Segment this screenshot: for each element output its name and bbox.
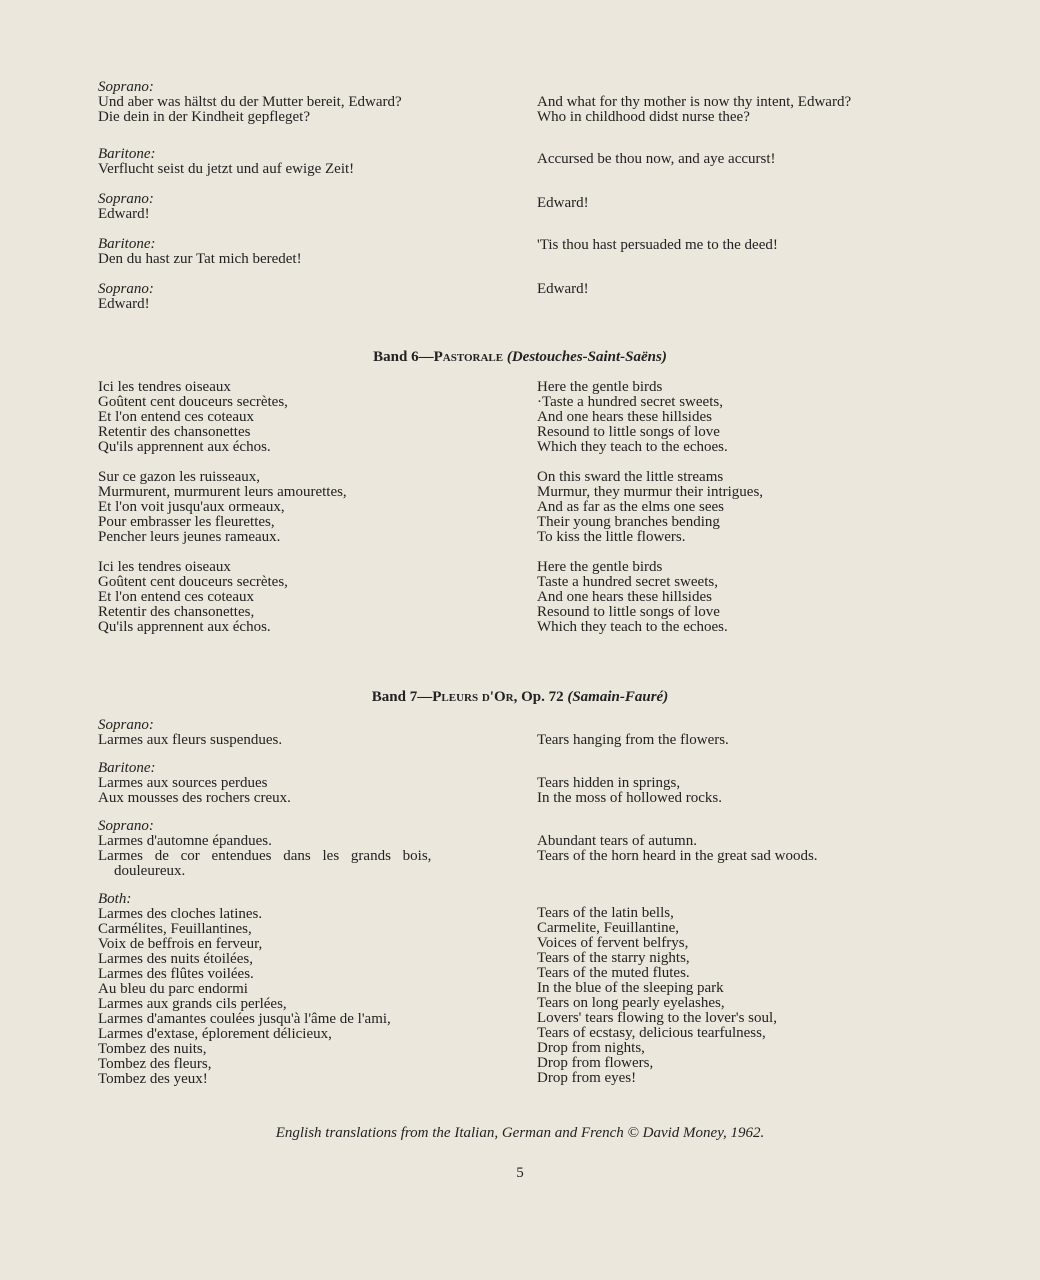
english-line: Who in childhood didst nurse thee? [537,109,750,125]
english-line: Tears hidden in springs, [537,775,681,791]
edward-english-column [537,95,937,125]
english-line: ·Taste a hundred secret sweets, [537,394,723,410]
english-line: Here the gentle birds [537,379,663,395]
english-line: Tears hanging from the flowers. [537,732,729,748]
role-soprano: Soprano: [98,79,154,95]
french-line: Larmes de cor entendues dans les grands bois, [98,848,432,864]
page-number: 5 [516,1165,524,1181]
band-6-heading [0,350,1040,365]
english-line: Here the gentle birds [537,559,663,575]
role-baritone: Baritone: [98,236,156,252]
french-line: Larmes d'extase, éplorement délicieux, [98,1026,332,1042]
french-line: Retentir des chansonettes, [98,604,255,620]
french-line: Et l'on voit jusqu'aux ormeaux, [98,499,285,515]
english-line: Tears of the muted flutes. [537,965,690,981]
band-7-english-column-a [537,733,937,748]
german-line: Edward! [98,206,150,222]
role-baritone: Baritone: [98,146,156,162]
french-line: Larmes aux sources perdues [98,775,268,791]
french-line: Larmes aux fleurs suspendues. [98,732,283,748]
french-line: Pour embrasser les fleurettes, [98,514,275,530]
english-line: Tears of the latin bells, [537,905,674,921]
edward-english-line-block [537,152,937,167]
french-line: Voix de beffrois en ferveur, [98,936,263,952]
english-line: To kiss the little flowers. [537,529,686,545]
band-6-english-column [537,380,937,635]
english-line: Tears of the horn heard in the great sad woods. [537,848,818,864]
english-line: Edward! [537,281,589,297]
french-line: Sur ce gazon les ruisseaux, [98,469,261,485]
french-line: Goûtent cent douceurs secrètes, [98,394,288,410]
french-line: Ici les tendres oiseaux [98,379,231,395]
english-line: In the moss of hollowed rocks. [537,790,722,806]
band-7-english-column-both [537,906,937,1086]
english-line: Tears of the starry nights, [537,950,690,966]
english-line: Which they teach to the echoes. [537,619,728,635]
french-line: Aux mousses des rochers creux. [98,790,291,806]
english-line: Drop from eyes! [537,1070,637,1086]
english-line: Taste a hundred secret sweets, [537,574,718,590]
edward-german-column [98,80,498,312]
band-composer: (Destouches-Saint-Saëns) [506,349,667,365]
english-line: Which they teach to the echoes. [537,439,728,455]
french-line: Larmes d'amantes coulées jusqu'à l'âme de l'ami, [98,1011,391,1027]
band-label: Band 6— [373,349,434,365]
role-both: Both: [98,891,132,907]
english-line: Drop from nights, [537,1040,645,1056]
edward-english-line-block [537,282,937,297]
french-line: Larmes aux grands cils perlées, [98,996,287,1012]
german-line: Und aber was hältst du der Mutter bereit, Edward? [98,94,402,110]
english-line: Drop from flowers, [537,1055,654,1071]
french-line: Pencher leurs jeunes rameaux. [98,529,281,545]
english-line: Voices of fervent belfrys, [537,935,689,951]
french-line: Larmes des cloches latines. [98,906,263,922]
french-line: Tombez des nuits, [98,1041,207,1057]
french-line: douleureux. [114,863,186,879]
band-opus: , Op. 72 [513,689,564,705]
french-line: Au bleu du parc endormi [98,981,248,997]
band-6-french-column [98,380,498,635]
band-7-french-column [98,718,498,1087]
english-line: And what for thy mother is now thy intent, Edward? [537,94,852,110]
role-baritone: Baritone: [98,760,156,776]
french-line: Larmes des flûtes voilées. [98,966,254,982]
french-line: Retentir des chansonettes [98,424,251,440]
german-line: Verflucht seist du jetzt und auf ewige Zeit! [98,161,355,177]
french-line: Larmes des nuits étoilées, [98,951,253,967]
band-7-heading [0,690,1040,705]
english-line: And as far as the elms one sees [537,499,725,515]
french-line: Murmurent, murmurent leurs amourettes, [98,484,347,500]
english-line: Resound to little songs of love [537,424,720,440]
german-line: Die dein in der Kindheit gepfleget? [98,109,311,125]
role-soprano: Soprano: [98,717,154,733]
band-title: Pastorale [433,349,504,365]
english-line: Resound to little songs of love [537,604,720,620]
english-line: Tears of ecstasy, delicious tearfulness, [537,1025,766,1041]
french-line: Goûtent cent douceurs secrètes, [98,574,288,590]
german-line: Den du hast zur Tat mich beredet! [98,251,302,267]
french-line: Carmélites, Feuillantines, [98,921,252,937]
band-composer: (Samain-Fauré) [567,689,669,705]
translation-credit: English translations from the Italian, German and French © David Money, 1962. [275,1125,765,1141]
band-label: Band 7— [371,689,433,705]
band-7-english-column-c [537,834,937,864]
english-line: Their young branches bending [537,514,720,530]
german-line: Edward! [98,296,150,312]
french-line: Tombez des yeux! [98,1071,208,1087]
role-soprano: Soprano: [98,191,154,207]
edward-english-line-block [537,238,937,253]
english-line: Tears on long pearly eyelashes, [537,995,725,1011]
english-line: Carmelite, Feuillantine, [537,920,680,936]
french-line: Et l'on entend ces coteaux [98,589,254,605]
french-line: Qu'ils apprennent aux échos. [98,439,271,455]
english-line: On this sward the little streams [537,469,724,485]
band-7-english-column-b [537,776,937,806]
french-line: Tombez des fleurs, [98,1056,212,1072]
band-title: Pleurs d'Or [432,689,514,705]
role-soprano: Soprano: [98,818,154,834]
english-line: Accursed be thou now, and aye accurst! [537,151,776,167]
english-line: In the blue of the sleeping park [537,980,724,996]
english-line: Murmur, they murmur their intrigues, [537,484,764,500]
both-french-lines [98,907,498,1087]
role-soprano: Soprano: [98,281,154,297]
english-line: And one hears these hillsides [537,589,712,605]
english-line: And one hears these hillsides [537,409,712,425]
english-line: 'Tis thou hast persuaded me to the deed! [537,237,778,253]
french-line: Qu'ils apprennent aux échos. [98,619,271,635]
french-line: Ici les tendres oiseaux [98,559,231,575]
french-line: Et l'on entend ces coteaux [98,409,254,425]
french-line: Larmes d'automne épandues. [98,833,272,849]
english-line: Edward! [537,195,589,211]
edward-english-line-block [537,196,937,211]
english-line: Lovers' tears flowing to the lover's soul, [537,1010,777,1026]
english-line: Abundant tears of autumn. [537,833,697,849]
